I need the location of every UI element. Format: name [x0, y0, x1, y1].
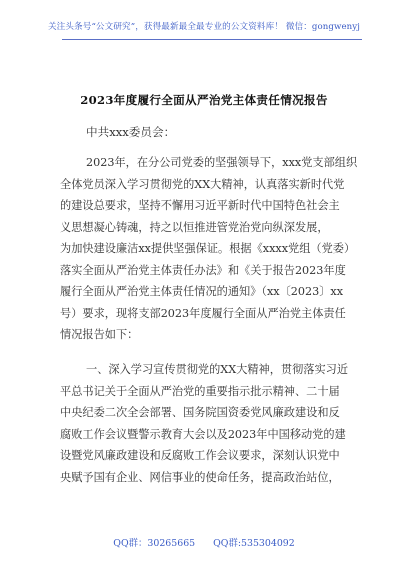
paragraph-line: 号）要求，现将支部2023年度履行全面从严治党主体责任	[60, 306, 346, 320]
paragraph-line: 中央纪委二次全会部署、国务院国资委党风廉政建设和反	[60, 406, 340, 419]
footer-qq-group-1: QQ群：30265665	[113, 538, 196, 549]
paragraph-section-one	[60, 359, 356, 488]
paragraph-line: 的建设总要求，坚持不懈用习近平新时代中国特色社会主	[60, 199, 340, 212]
paragraph-line: 落实全面从严治党主体责任办法》和《关于报告2023年度	[60, 263, 346, 277]
paragraph-line: 腐败工作会议暨警示教育大会以及2023年中国移动党的建	[60, 427, 346, 441]
paragraph-line: 央赋予国有企业、网信事业的使命任务，提高政治站位，	[60, 470, 340, 484]
paragraph-line: 履行全面从严治党主体责任情况的通知》（xx〔2023〕xx	[60, 285, 344, 298]
document-title: 2023年度履行全面从严治党主体责任情况报告	[80, 93, 328, 107]
footer-qq-group-2: QQ群:535304092	[213, 538, 295, 549]
paragraph-line: 设暨党风廉政建设和反腐败工作会议要求，深刻认识党中	[60, 449, 340, 462]
paragraph-line: 情况报告如下：	[60, 328, 139, 341]
header-divider	[62, 39, 362, 40]
paragraph-line: 为加快建设廉洁xx提供坚强保证。根据《xxxx党组（党委）	[60, 242, 356, 255]
paragraph-line: 2023年，在分公司党委的坚强领导下，xxx党支部组织	[86, 156, 358, 169]
paragraph-line: 义思想凝心铸魂，持之以恒推进管党治党向纵深发展，	[60, 220, 329, 234]
paragraph-intro	[60, 152, 356, 346]
document-salutation: 中共xxx委员会：	[86, 125, 176, 139]
header-promo-text: 关注头条号“公文研究”，获得最新最全最专业的公文资料库！ 微信：gongwenyj	[47, 22, 361, 32]
footer	[0, 535, 408, 549]
paragraph-line: 一、深入学习宣传贯彻党的XX大精神，贯彻落实习近	[86, 363, 349, 376]
paragraph-line: 全体党员深入学习贯彻党的XX大精神，认真落实新时代党	[60, 177, 345, 191]
paragraph-line: 平总书记关于全面从严治党的重要指示批示精神、二十届	[60, 384, 340, 398]
